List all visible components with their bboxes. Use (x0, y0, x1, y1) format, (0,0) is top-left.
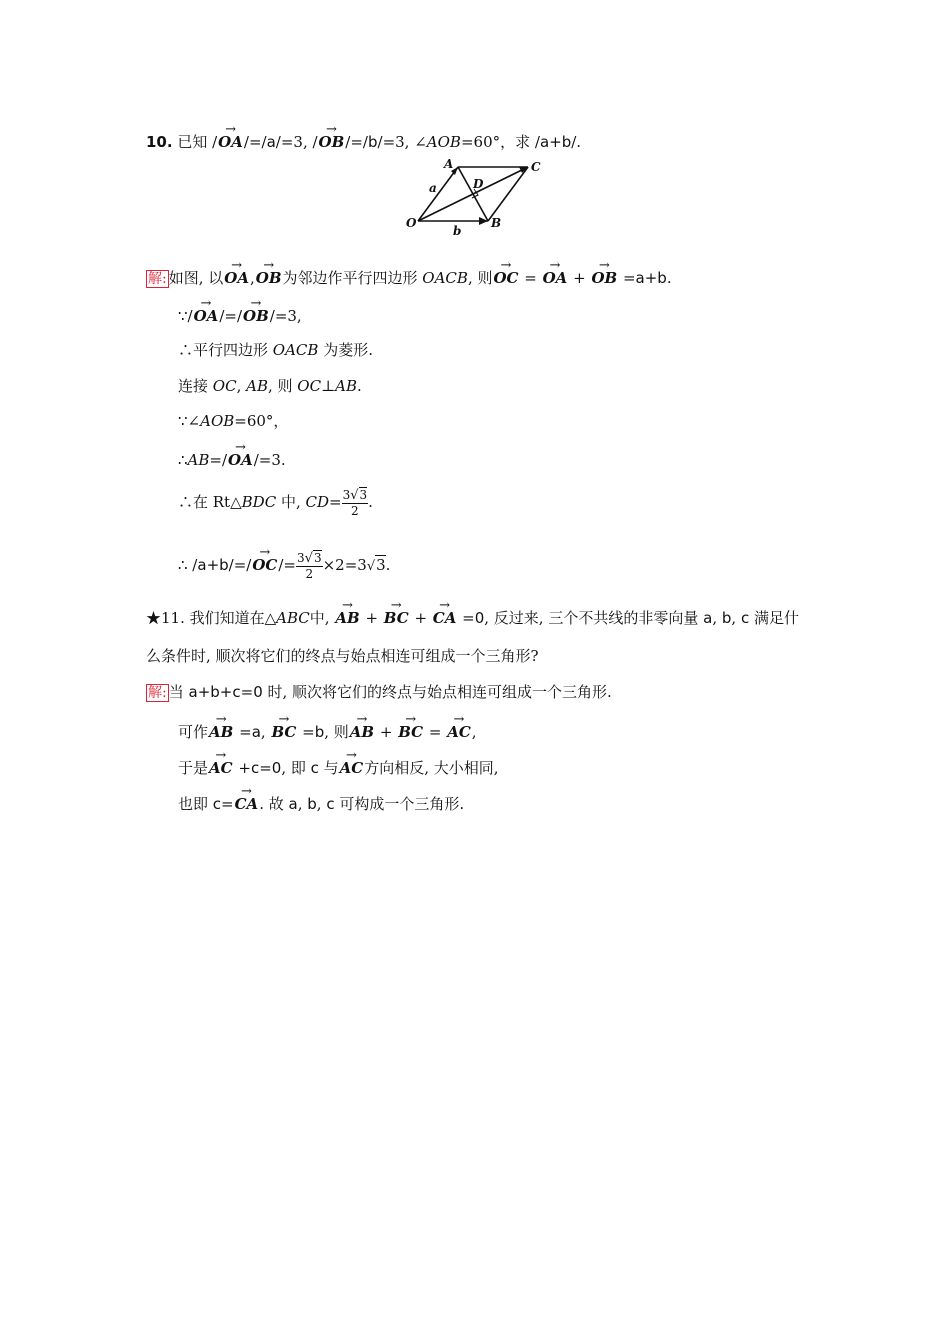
solution11-line1: 解: 当 a+b+c=0 时, 顺次将它们的终点与始点相连可组成一个三角形. (148, 683, 612, 701)
problem-11-line1: ★11. 我们知道在△ABC中, → AB + → BC + → CA =0, 反过来, 三个不共线的非零向量 a, b, c 满足什 (146, 604, 799, 628)
solution11-line3: 于是→ AC +c=0, 即 c 与→ AC方向相反, 大小相同, (178, 754, 499, 778)
label-A: A (444, 157, 454, 171)
solution-tag: 解: (148, 271, 167, 287)
label-b: b (453, 224, 462, 237)
problem-number: 10. (146, 133, 173, 151)
label-D: D (473, 177, 484, 191)
star-number: ★11. (146, 609, 185, 627)
solution-tag: 解: (148, 685, 167, 701)
label-C: C (531, 160, 541, 174)
solution10-line5: ∵∠AOB=60°， (178, 412, 289, 430)
solution10-line3: ∴平行四边形 OACB 为菱形. (178, 341, 373, 359)
solution10-line4: 连接 OC, AB, 则 OC⊥AB. (178, 377, 362, 395)
label-B: B (491, 216, 502, 230)
problem-11-line2: 么条件时, 顺次将它们的终点与始点相连可组成一个三角形? (146, 647, 539, 665)
parallelogram-figure (402, 157, 552, 237)
solution11-line2: 可作→ AB =a, → BC =b, 则→ AB + → BC = → AC, (178, 718, 477, 742)
solution11-line4: 也即 c=→ CA. 故 a, b, c 可构成一个三角形. (178, 790, 464, 814)
solution10-line1: 解: 如图, 以→ OA,→ OB为邻边作平行四边形 OACB, 则→ OC = → OA + → OB =a+b. (146, 264, 672, 288)
solution10-line6: ∴AB=/→ OA/=3. (178, 446, 286, 470)
solution10-line7: ∴在 Rt△BDC 中, CD= $\frac{3√3}{2}$ . (178, 488, 373, 518)
solution10-line8: ∴ /a+b/=/→ OC/= $\frac{3√3}{2}$ ×2=3√3. (178, 551, 390, 581)
problem-10: 10. 已知 /→ OA/=/a/=3, /→ OB/=/b/=3, ∠AOB=60°，求 /a+b/. (146, 128, 581, 152)
label-a: a (429, 181, 437, 195)
label-O: O (406, 216, 417, 230)
solution10-line2: ∵/→ OA/=/→ OB/=3, (178, 302, 302, 326)
